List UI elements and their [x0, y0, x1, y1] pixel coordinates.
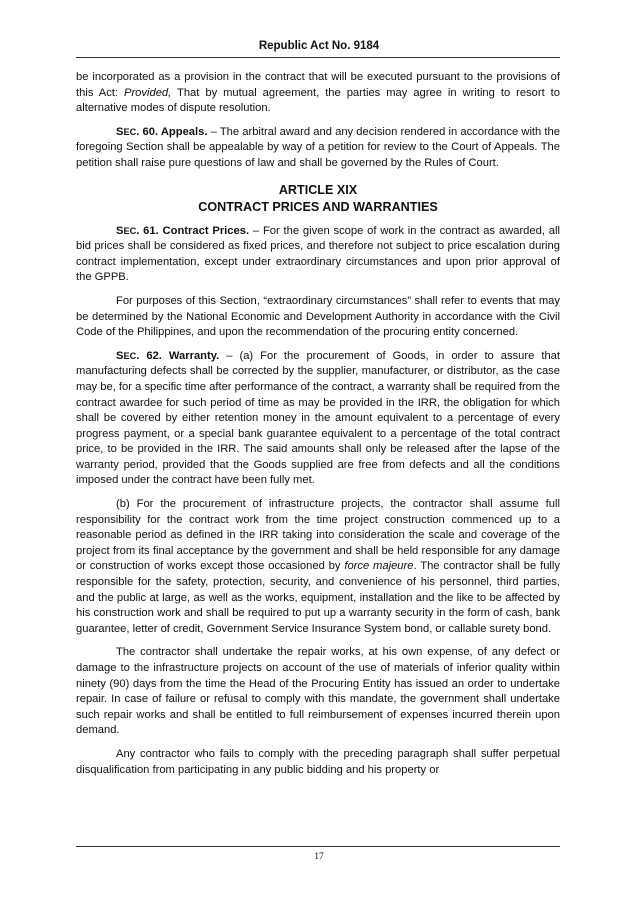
paragraph-continuation: be incorporated as a provision in the contract that will be executed pursuant to the provisions of this Act: Provided, That by mutual agreement, the parties may agree in writing to resort to alternative modes of dispute resolution. — [76, 71, 560, 115]
paragraph-last: Any contractor who fails to comply with the preceding paragraph shall suffer perpetual disqualification from participating in any public bidding and his property or — [76, 747, 560, 776]
running-header: Republic Act No. 9184 — [258, 40, 380, 52]
section-60: SEC. 60. Appeals. – The arbitral award and any decision rendered in accordance with the foregoing Section shall be appealable by way of a petition for review to the Court of Appeals. The petition shall raise pure questions of law and shall be governed by the Rules of Court. — [76, 125, 560, 169]
section-heading: SEC. 62. Warranty. — [116, 349, 220, 362]
italic-term: Provided, — [123, 86, 172, 99]
section-heading: SEC. 60. Appeals. — [116, 125, 208, 138]
header-rule — [76, 57, 560, 58]
italic-term: force majeure — [344, 560, 414, 573]
paragraph-repair: The contractor shall undertake the repair works, at his own expense, of any defect or damage to the infrastructure projects on account of the use of materials of inferior quality within ninety (90) days from the time the Head of the Procuring Entity has issued an order to undertake repair. In case of failure or refusal to comply with this mandate, the government shall undertake such repair works and shall be entitled to full reimbursement of expenses incurred therein upon demand. — [76, 646, 560, 737]
article-number: ARTICLE XIX — [278, 182, 358, 197]
section-heading: SEC. 61. Contract Prices. — [116, 224, 250, 237]
page-number: 17 — [314, 852, 324, 862]
footer-rule — [76, 846, 560, 847]
section-62: SEC. 62. Warranty. – (a) For the procurement of Goods, in order to assure that manufacturing defects shall be corrected by the supplier, manufacturer, or distributor, as the case may be, for a specific time after performance of the contract, a warranty shall be required from the contract awardee for such period of time as may be provided in the IRR, the obligation for which shall be covered by either retention money in the amount equivalent to a percentage of every progress payment, or a special bank guarantee equivalent to a percentage of the total contract price, to be provided in the IRR. The said amounts shall only be released after the lapse of the warranty period, provided that the Goods supplied are free from defects and all the conditions imposed under the contract have been fully met. — [76, 349, 561, 487]
article-title: CONTRACT PRICES AND WARRANTIES — [198, 199, 438, 214]
page-body — [76, 70, 560, 786]
paragraph-b: (b) For the procurement of infrastructure projects, the contractor shall assume full responsibility for the contract work from the time project construction commenced up to a reasonable period as defined in the IRR taking into consideration the scale and coverage of the project from its final acceptance by the government and shall be held responsible for any damage or construction of works except those occasioned by force majeure. The contractor shall be fully responsible for the safety, protection, security, and convenience of his personnel, third parties, and the public at large, as well as the works, equipment, installation and the like to be affected by his construction work and shall be required to put up a warranty security in the form of cash, bank guarantee, letter of credit, Government Service Insurance System bond, or callable surety bond. — [76, 498, 560, 635]
paragraph-extraordinary: For purposes of this Section, “extraordinary circumstances” shall refer to events that may be determined by the National Economic and Development Authority in accordance with the Civil Code of the Philippines, and upon the recommendation of the procuring entity concerned. — [76, 294, 560, 339]
section-61: SEC. 61. Contract Prices. – For the given scope of work in the contract as awarded, all bid prices shall be considered as fixed prices, and therefore not subject to price escalation during contract implementation, except under extraordinary circumstances and upon prior approval of the GPPB. — [76, 224, 560, 284]
